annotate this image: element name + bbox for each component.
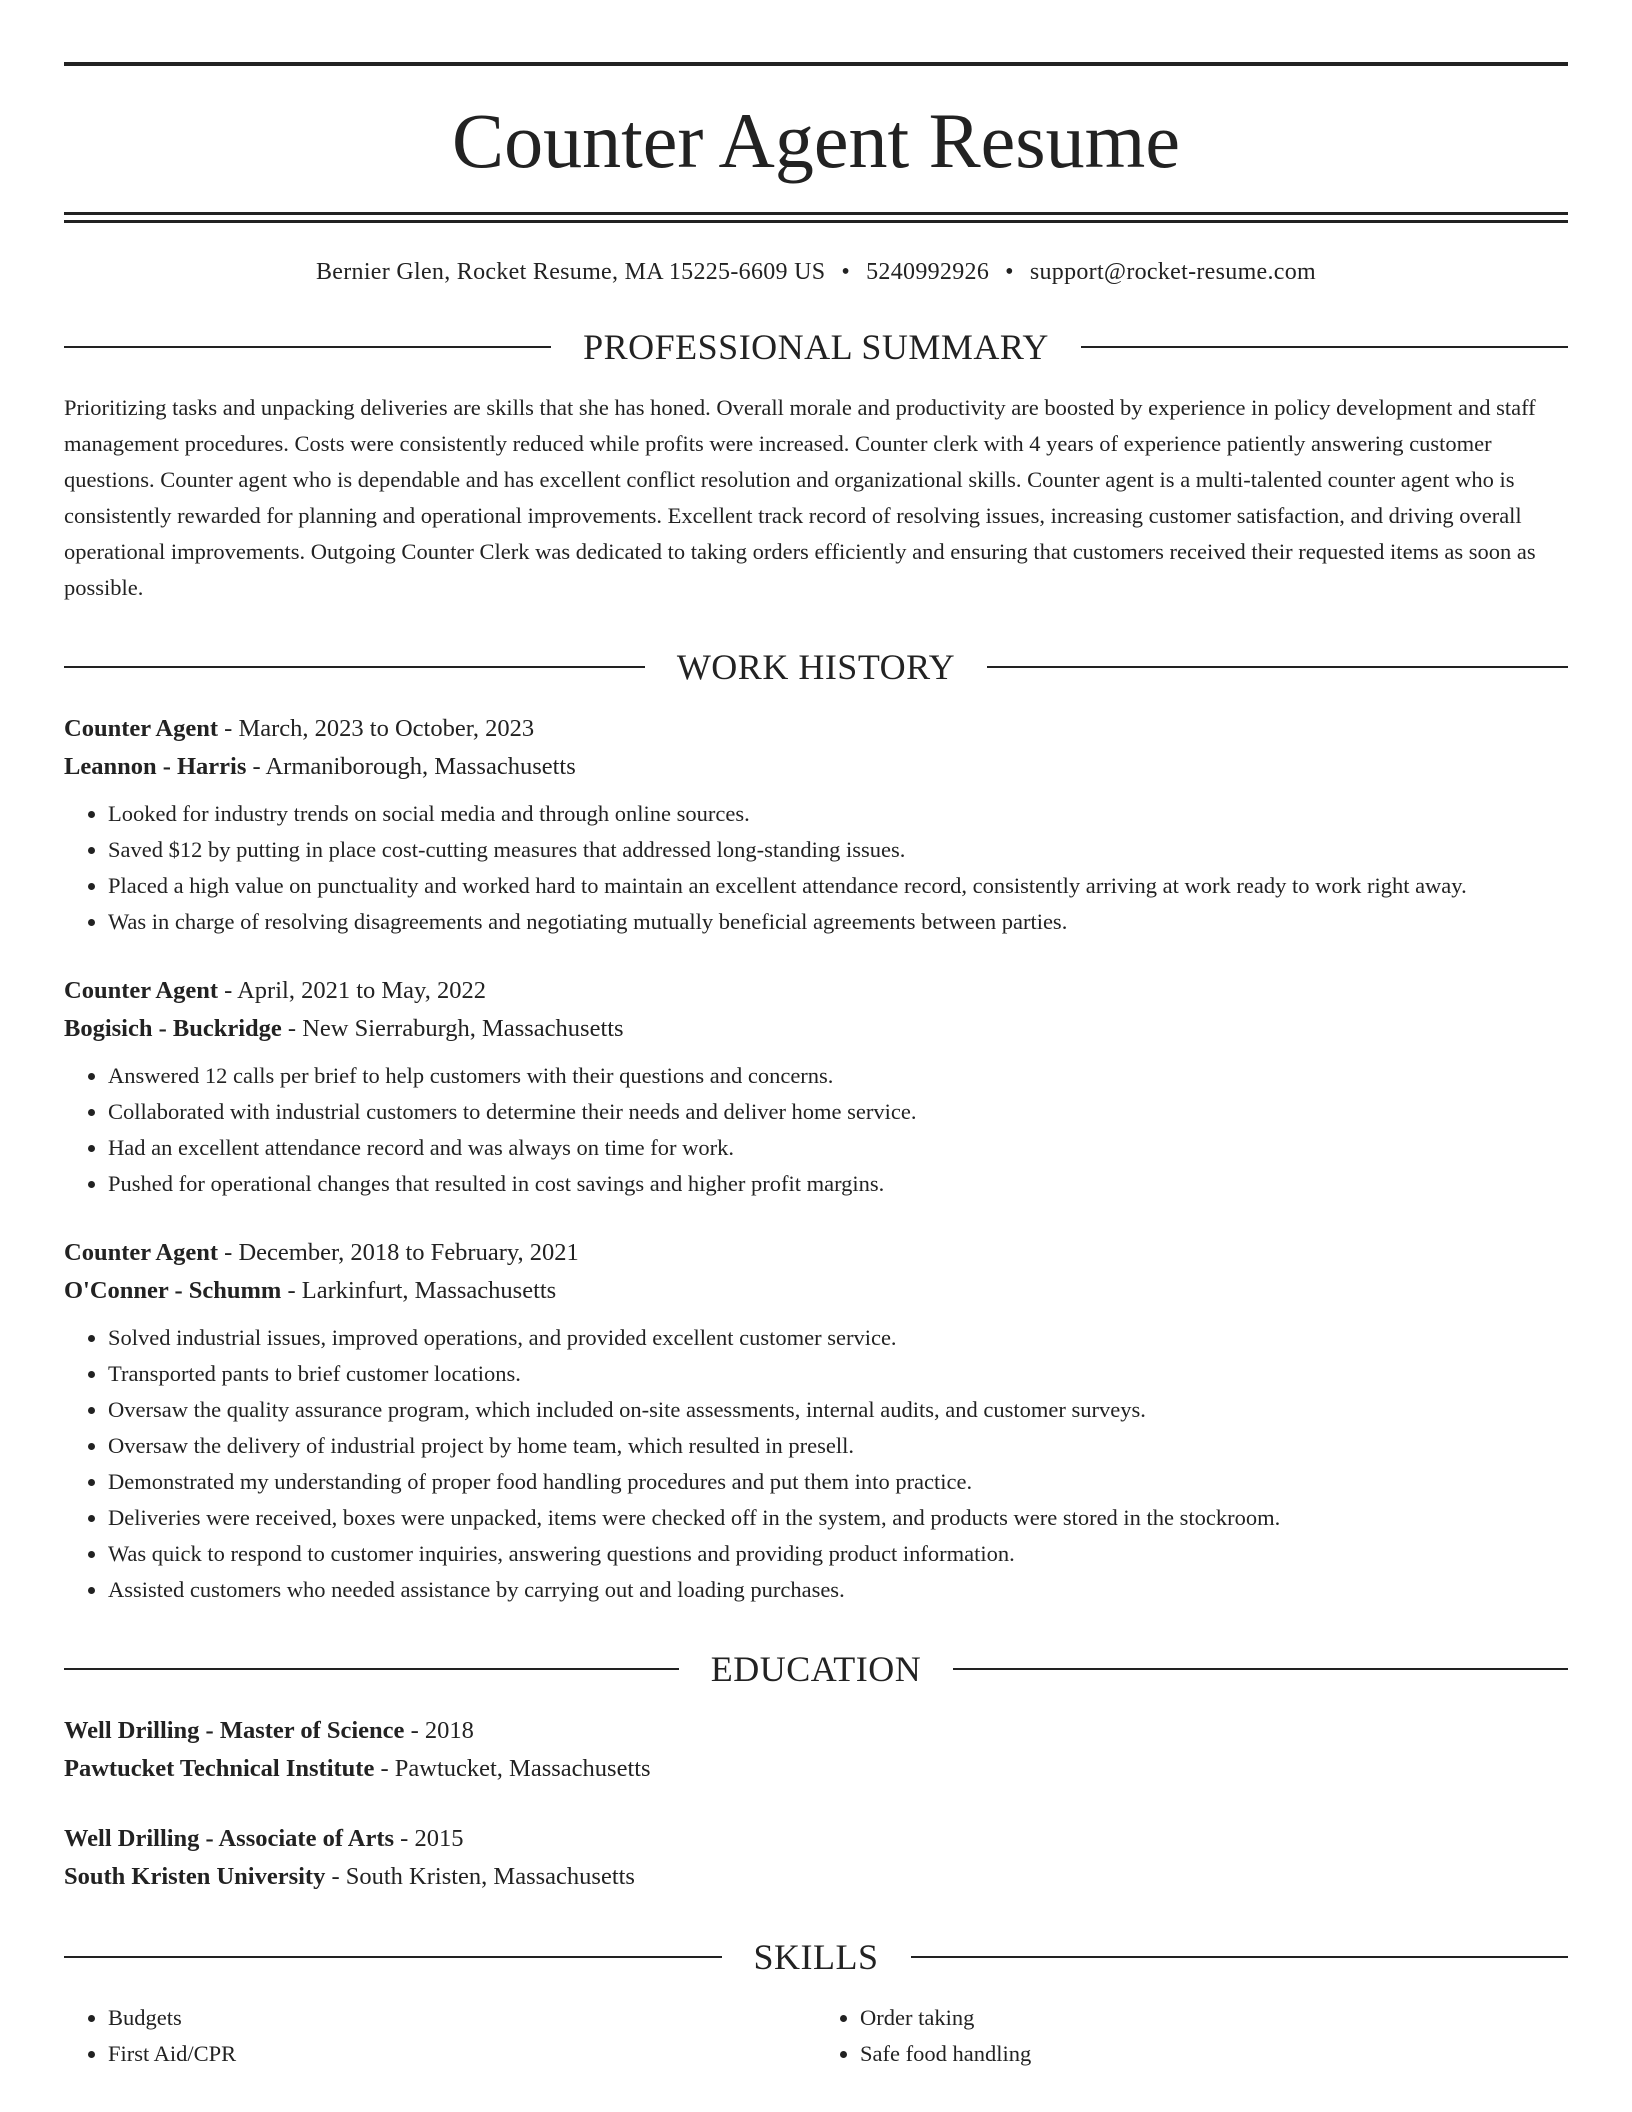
job-company-line <box>64 1272 1568 1310</box>
heading-rule-right <box>911 1956 1569 1958</box>
job-company-line <box>64 1010 1568 1048</box>
education-entry <box>64 1820 1568 1896</box>
skill-item: • Safe food handling <box>860 2036 1568 2072</box>
job-bullets <box>64 1058 1568 1202</box>
list-item: • Was in charge of resolving disagreements and negotiating mutually beneficial agreements between parties. <box>108 904 1568 940</box>
education-degree: Well Drilling - Master of Science <box>64 1717 405 1744</box>
skills-bullets <box>64 2000 816 2072</box>
job-title-line <box>64 972 1568 1010</box>
section-title: SKILLS <box>753 1937 879 1977</box>
education-school: Pawtucket Technical Institute <box>64 1755 375 1782</box>
job-entry <box>64 972 1568 1202</box>
section-heading-education <box>64 1648 1568 1690</box>
job-entry <box>64 710 1568 940</box>
heading-rule-right <box>987 666 1568 668</box>
education-year: - 2018 <box>404 1717 474 1744</box>
heading-rule-left <box>64 1956 722 1958</box>
job-location: - Armaniborough, Massachusetts <box>246 753 576 780</box>
section-title: WORK HISTORY <box>676 647 956 687</box>
heading-rule-left <box>64 666 645 668</box>
job-title-line <box>64 1234 1568 1272</box>
list-item: • Deliveries were received, boxes were unpacked, items were checked off in the system, and products were stored in the stockroom. <box>108 1500 1568 1536</box>
skill-item: • Budgets <box>108 2000 816 2036</box>
list-item: • Pushed for operational changes that resulted in cost savings and higher profit margins. <box>108 1166 1568 1202</box>
education-location: - South Kristen, Massachusetts <box>325 1863 635 1890</box>
job-bullets <box>64 1320 1568 1608</box>
page-title: Counter Agent Resume <box>452 97 1180 184</box>
contact-phone: 5240992926 <box>866 259 990 285</box>
skills-bullets <box>816 2000 1568 2072</box>
job-dates: - March, 2023 to October, 2023 <box>218 715 535 742</box>
list-item: • Oversaw the quality assurance program, which included on-site assessments, internal audits, and customer surveys. <box>108 1392 1568 1428</box>
education-degree-line <box>64 1712 1568 1750</box>
job-company-line <box>64 748 1568 786</box>
section-heading-summary <box>64 326 1568 368</box>
section-heading-work-history <box>64 646 1568 688</box>
section-heading-skills <box>64 1936 1568 1978</box>
list-item: • Was quick to respond to customer inquiries, answering questions and providing product information. <box>108 1536 1568 1572</box>
top-rule <box>64 62 1568 66</box>
education-school-line <box>64 1858 1568 1896</box>
contact-email: support@rocket-resume.com <box>1029 259 1317 285</box>
education-school-line <box>64 1750 1568 1788</box>
skill-item: • First Aid/CPR <box>108 2036 816 2072</box>
list-item: • Demonstrated my understanding of proper food handling procedures and put them into practice. <box>108 1464 1568 1500</box>
education-entry <box>64 1712 1568 1788</box>
skills-list <box>64 2000 1568 2072</box>
job-company: Bogisich - Buckridge <box>64 1015 282 1042</box>
job-title: Counter Agent <box>64 977 219 1004</box>
contact-line <box>64 259 1568 286</box>
education-location: - Pawtucket, Massachusetts <box>374 1755 651 1782</box>
job-title: Counter Agent <box>64 1239 219 1266</box>
list-item: • Saved $12 by putting in place cost-cutting measures that addressed long-standing issues. <box>108 832 1568 868</box>
heading-rule-right <box>953 1668 1568 1670</box>
skills-column-left <box>64 2000 816 2072</box>
heading-rule-right <box>1081 346 1568 348</box>
job-company: Leannon - Harris <box>64 753 247 780</box>
job-dates: - April, 2021 to May, 2022 <box>218 977 486 1004</box>
list-item: • Solved industrial issues, improved operations, and provided excellent customer service. <box>108 1320 1568 1356</box>
list-item: • Collaborated with industrial customers to determine their needs and deliver home service. <box>108 1094 1568 1130</box>
education-degree-line <box>64 1820 1568 1858</box>
job-bullets <box>64 796 1568 940</box>
list-item: • Had an excellent attendance record and was always on time for work. <box>108 1130 1568 1166</box>
job-title-line <box>64 710 1568 748</box>
summary-paragraph: Prioritizing tasks and unpacking deliveries are skills that she has honed. Overall morale and productivity are boosted by experience in policy development and staff management procedures. Costs were consistently reduced while profits were increased. Counter clerk with 4 years of experience patiently answering customer questions. Counter agent who is dependable and has excellent conflict resolution and organizational skills. Counter agent is a multi-talented counter agent who is consistently rewarded for planning and operational improvements. Excellent track record of resolving issues, increasing customer satisfaction, and driving overall operational improvements. Outgoing Counter Clerk was dedicated to taking orders efficiently and ensuring that customers received their requested items as soon as possible. <box>64 395 1536 600</box>
list-item: • Answered 12 calls per brief to help customers with their questions and concerns. <box>108 1058 1568 1094</box>
list-item: • Oversaw the delivery of industrial project by home team, which resulted in presell. <box>108 1428 1568 1464</box>
section-title: EDUCATION <box>710 1649 922 1689</box>
list-item: • Placed a high value on punctuality and worked hard to maintain an excellent attendance record, consistently arriving at work ready to work right away. <box>108 868 1568 904</box>
title-double-rule <box>64 212 1568 223</box>
skills-column-right <box>816 2000 1568 2072</box>
contact-separator: • <box>841 259 851 285</box>
education-year: - 2015 <box>394 1825 464 1852</box>
job-dates: - December, 2018 to February, 2021 <box>218 1239 579 1266</box>
skill-item: • Order taking <box>860 2000 1568 2036</box>
job-company: O'Conner - Schumm <box>64 1277 282 1304</box>
contact-separator: • <box>1005 259 1014 285</box>
job-location: - Larkinfurt, Massachusetts <box>281 1277 557 1304</box>
job-title: Counter Agent <box>64 715 219 742</box>
list-item: • Assisted customers who needed assistance by carrying out and loading purchases. <box>108 1572 1568 1608</box>
list-item: • Looked for industry trends on social media and through online sources. <box>108 796 1568 832</box>
list-item: • Transported pants to brief customer locations. <box>108 1356 1568 1392</box>
job-entry <box>64 1234 1568 1608</box>
heading-rule-left <box>64 1668 679 1670</box>
education-degree: Well Drilling - Associate of Arts <box>64 1825 395 1852</box>
job-location: - New Sierraburgh, Massachusetts <box>281 1015 624 1042</box>
contact-address: Bernier Glen, Rocket Resume, MA 15225-6609 US <box>315 259 826 285</box>
section-title: PROFESSIONAL SUMMARY <box>583 327 1049 367</box>
heading-rule-left <box>64 346 551 348</box>
education-school: South Kristen University <box>64 1863 326 1890</box>
